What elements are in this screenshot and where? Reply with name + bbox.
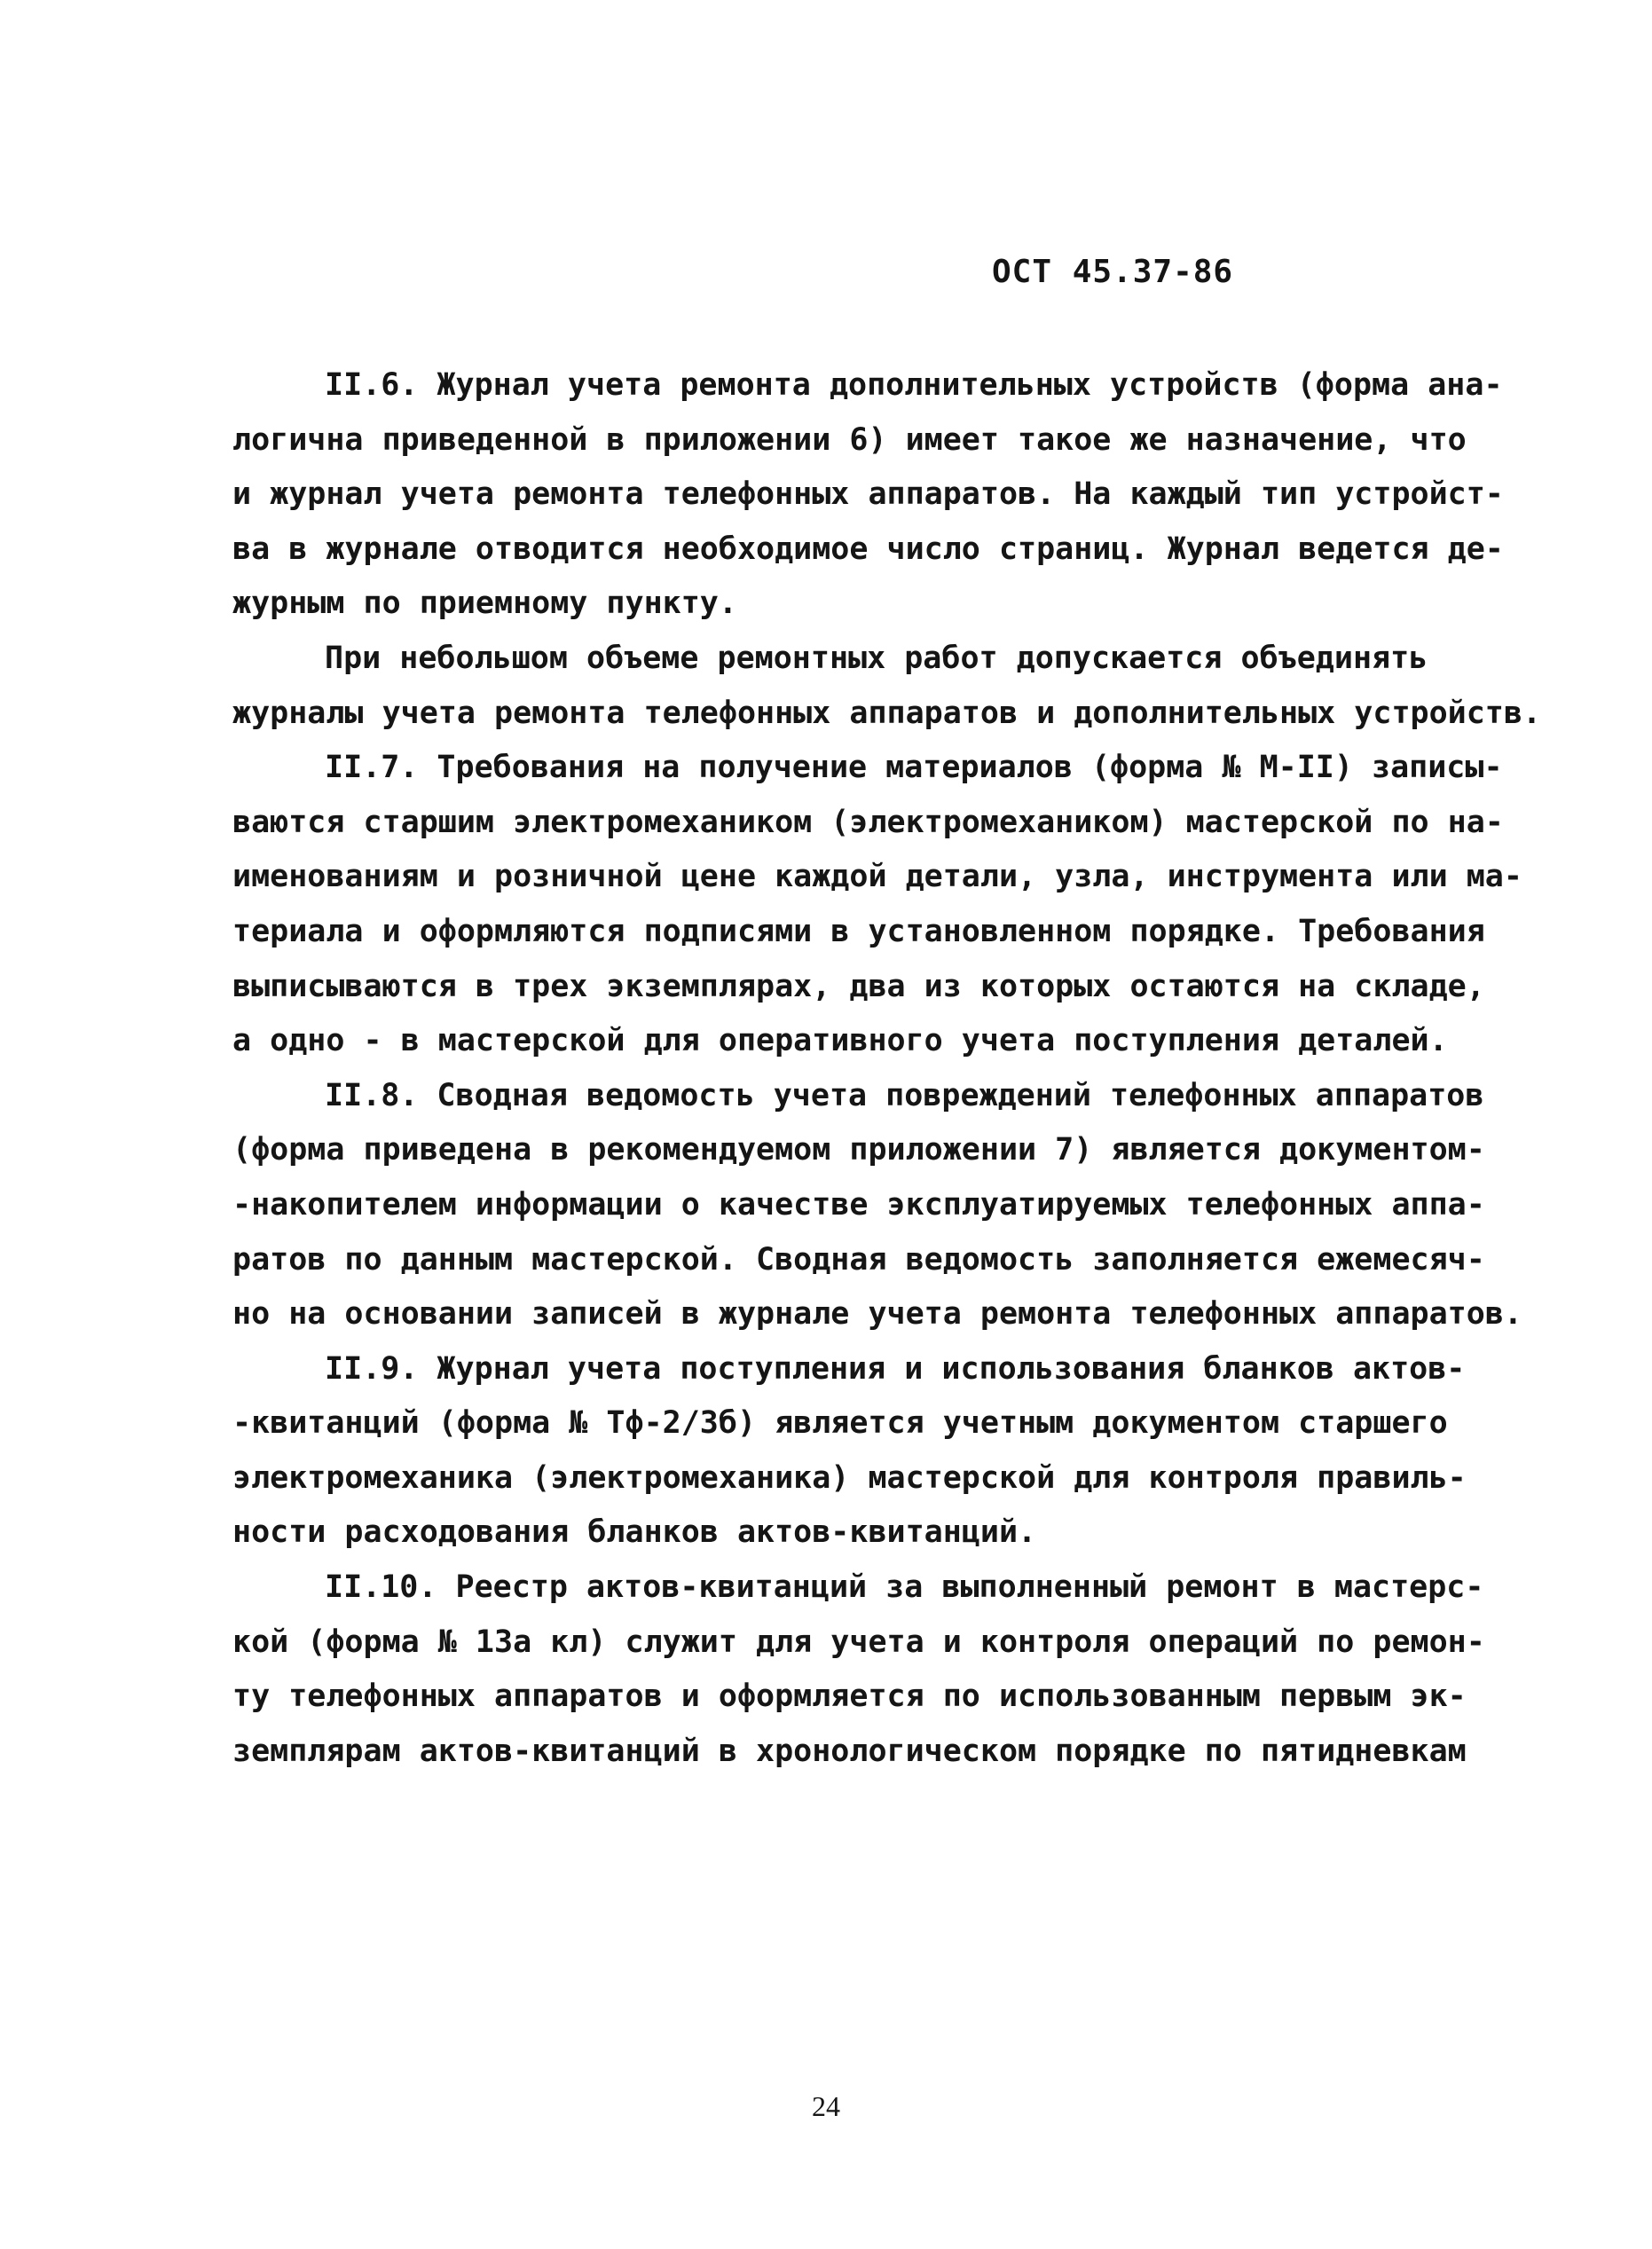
text-line: ваются старшим электромехаником (электромехаником) мастерской по на- [232,804,1504,840]
body-text [232,358,1546,1779]
text-line: ности расходования бланков актов-квитанций. [232,1514,1037,1551]
text-line: журналы учета ремонта телефонных аппаратов и дополнительных устройств. [232,695,1542,731]
text-line: логична приведенной в приложении 6) имеет такое же назначение, что [232,421,1467,458]
text-line: При небольшом объеме ремонтных работ допускается объединять [325,640,1428,676]
text-line: и журнал учета ремонта телефонных аппаратов. На каждый тип устройст- [232,476,1504,513]
text-line: II.8. Сводная ведомость учета повреждений телефонных аппаратов [325,1077,1484,1113]
document-code: ОСТ 45.37-86 [992,254,1234,290]
text-line: ва в журнале отводится необходимое число страниц. Журнал ведется де- [232,531,1504,567]
text-line: выписываются в трех экземплярах, два из которых остаются на складе, [232,968,1485,1004]
text-line: териала и оформляются подписями в установленном порядке. Требования [232,913,1485,949]
text-line: но на основании записей в журнале учета ремонта телефонных аппаратов. [232,1296,1522,1333]
text-line: II.9. Журнал учета поступления и использования бланков актов- [325,1350,1466,1387]
text-line: электромеханика (электромеханика) мастерской для контроля правиль- [232,1459,1467,1496]
text-line: -накопителем информации о качестве эксплуатируемых телефонных аппа- [232,1186,1485,1223]
text-line: а одно - в мастерской для оперативного учета поступления деталей. [232,1023,1448,1059]
text-line: кой (форма № 13а кл) служит для учета и контроля операций по ремон- [232,1624,1485,1660]
text-line: (форма приведена в рекомендуемом приложении 7) является документом- [232,1132,1485,1168]
text-line: II.7. Требования на получение материалов (форма № М-II) записы- [325,750,1503,786]
text-line: II.6. Журнал учета ремонта дополнительных устройств (форма ана- [325,367,1503,403]
text-line: ту телефонных аппаратов и оформляется по использованным первым эк- [232,1679,1467,1715]
text-line: ратов по данным мастерской. Сводная ведомость заполняется ежемесяч- [232,1241,1485,1278]
page-number: 24 [812,2090,840,2122]
text-line: -квитанций (форма № Тф-2/3б) является учетным документом старшего [232,1405,1448,1442]
text-line: именованиям и розничной цене каждой детали, узла, инструмента или ма- [232,859,1522,895]
text-line: журным по приемному пункту. [232,586,737,622]
text-line: II.10. Реестр актов-квитанций за выполненный ремонт в мастерс- [325,1569,1484,1606]
text-line: земплярам актов-квитанций в хронологическом порядке по пятидневкам [232,1733,1467,1769]
